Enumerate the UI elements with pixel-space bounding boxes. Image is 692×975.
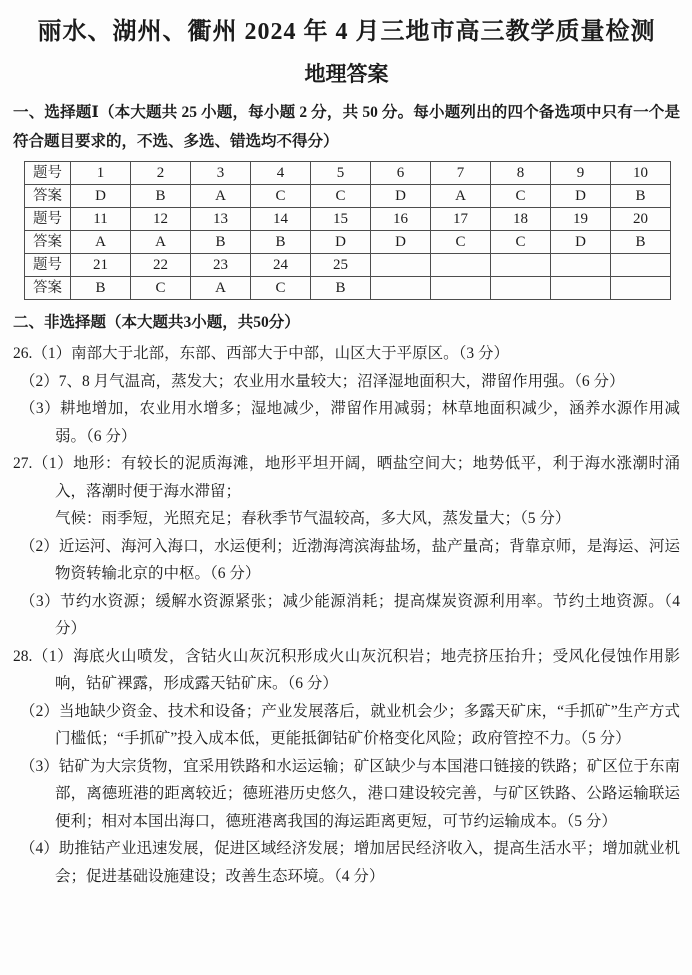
question-number-cell — [491, 254, 551, 277]
question-number-cell: 20 — [611, 208, 671, 231]
answer-letter-cell: C — [251, 185, 311, 208]
answer-q26-part2: （2）7、8 月气温高，蒸发大；农业用水量较大；沼泽湿地面积大，滞留作用强。（6 分） — [20, 372, 625, 390]
section1-heading: 一、选择题Ⅰ（本大题共 25 小题，每小题 2 分，共 50 分。每小题列出的四个备选项中只有一个是符合题目要求的，不选、多选、错选均不得分） — [13, 104, 680, 150]
question-number-cell — [611, 254, 671, 277]
question-number-cell: 3 — [191, 162, 251, 185]
question-number-cell: 16 — [371, 208, 431, 231]
answer-q27-part1: 27.（1）地形：有较长的泥质海滩，地形平坦开阔，晒盐空间大；地势低平，利于海水涨潮时涌入，落潮时便于海水滞留； — [13, 455, 680, 500]
answer-table — [24, 161, 671, 300]
row-header-cell: 答案 — [25, 231, 71, 254]
answer-letter-cell: B — [311, 277, 371, 300]
answer-letter-cell: B — [131, 185, 191, 208]
answer-letter-cell: D — [71, 185, 131, 208]
question-number-cell: 24 — [251, 254, 311, 277]
answers-section — [13, 340, 680, 890]
answer-q28-part2: （2）当地缺少资金、技术和设备；产业发展落后，就业机会少；多露天矿床，“手抓矿”生产方式门槛低；“手抓矿”投入成本低，更能抵御钴矿价格变化风险；政府管控不力。（5 分） — [20, 702, 680, 747]
answer-letter-cell: A — [131, 231, 191, 254]
answer-letter-cell: C — [491, 231, 551, 254]
answer-letter-cell: D — [551, 185, 611, 208]
page-title: 丽水、湖州、衢州 2024 年 4 月三地市高三教学质量检测 — [37, 19, 656, 45]
question-number-cell: 17 — [431, 208, 491, 231]
answer-letter-cell: A — [431, 185, 491, 208]
answer-q27-part2: （2）近运河、海河入海口，水运便利；近渤海湾滨海盐场，盐产量高；背靠京师，是海运、河运物资转输北京的中枢。（6 分） — [20, 537, 680, 582]
answer-q26-part1: 26.（1）南部大于北部，东部、西部大于中部，山区大于平原区。（3 分） — [13, 345, 510, 362]
answer-letter-cell: C — [431, 231, 491, 254]
row-header-cell: 答案 — [25, 185, 71, 208]
page-subtitle: 地理答案 — [304, 62, 389, 86]
answer-q26-part3: （3）耕地增加，农业用水增多；湿地减少，滞留作用减弱；林草地面积减少，涵养水源作用减弱。（6 分） — [20, 400, 680, 445]
question-number-cell: 4 — [251, 162, 311, 185]
question-number-cell: 1 — [71, 162, 131, 185]
answer-letter-cell: A — [71, 231, 131, 254]
answer-table-row — [25, 254, 671, 277]
answer-letter-cell: D — [311, 231, 371, 254]
answer-letter-cell — [611, 277, 671, 300]
question-number-cell: 13 — [191, 208, 251, 231]
answer-letter-cell: B — [191, 231, 251, 254]
question-number-cell: 10 — [611, 162, 671, 185]
question-number-cell: 19 — [551, 208, 611, 231]
answer-table-row — [25, 231, 671, 254]
question-number-cell: 15 — [311, 208, 371, 231]
answer-letter-cell — [371, 277, 431, 300]
question-number-cell: 2 — [131, 162, 191, 185]
question-number-cell: 9 — [551, 162, 611, 185]
answer-table-row — [25, 162, 671, 185]
answer-letter-cell: C — [131, 277, 191, 300]
answer-letter-cell: D — [371, 185, 431, 208]
answer-letter-cell: B — [611, 185, 671, 208]
answer-letter-cell: A — [191, 185, 251, 208]
question-number-cell: 5 — [311, 162, 371, 185]
answer-letter-cell: C — [251, 277, 311, 300]
answer-q27-part3: （3）节约水资源；缓解水资源紧张；减少能源消耗；提高煤炭资源利用率。节约土地资源。（4 分） — [20, 592, 680, 637]
answer-letter-cell — [551, 277, 611, 300]
question-number-cell: 12 — [131, 208, 191, 231]
question-number-cell: 8 — [491, 162, 551, 185]
answer-letter-cell: B — [611, 231, 671, 254]
question-number-cell: 25 — [311, 254, 371, 277]
question-number-cell: 21 — [71, 254, 131, 277]
row-header-cell: 答案 — [25, 277, 71, 300]
answer-letter-cell: A — [191, 277, 251, 300]
answer-q28-part1: 28.（1）海底火山喷发，含钴火山灰沉积形成火山灰沉积岩；地壳挤压抬升；受风化侵蚀作用影响，钴矿裸露，形成露天钴矿床。（6 分） — [13, 647, 680, 692]
answer-letter-cell: C — [311, 185, 371, 208]
answer-letter-cell: D — [551, 231, 611, 254]
question-number-cell: 14 — [251, 208, 311, 231]
answer-table-row — [25, 277, 671, 300]
row-header-cell: 题号 — [25, 162, 71, 185]
answer-q27-part1-cont: 气候：雨季短，光照充足；春秋季节气温较高，多大风，蒸发量大；（5 分） — [55, 510, 571, 527]
answer-letter-cell: B — [71, 277, 131, 300]
answer-letter-cell — [431, 277, 491, 300]
question-number-cell: 11 — [71, 208, 131, 231]
question-number-cell: 23 — [191, 254, 251, 277]
question-number-cell: 7 — [431, 162, 491, 185]
question-number-cell: 6 — [371, 162, 431, 185]
answer-table-row — [25, 185, 671, 208]
row-header-cell: 题号 — [25, 254, 71, 277]
answer-letter-cell: C — [491, 185, 551, 208]
answer-q28-part4: （4）助推钴产业迅速发展，促进区域经济发展；增加居民经济收入，提高生活水平；增加就业机会；促进基础设施建设；改善生态环境。（4 分） — [20, 840, 680, 885]
answer-q28-part3: （3）钴矿为大宗货物，宜采用铁路和水运运输；矿区缺少与本国港口链接的铁路；矿区位于东南部，离德班港的距离较近；德班港历史悠久，港口建设较完善，与矿区铁路、公路运输联运便利；相对本国出海口，德班港离我国的海运距离更短，可节约运输成本。（5 分） — [20, 757, 680, 830]
row-header-cell: 题号 — [25, 208, 71, 231]
question-number-cell: 18 — [491, 208, 551, 231]
answer-letter-cell — [491, 277, 551, 300]
answer-letter-cell: B — [251, 231, 311, 254]
answer-table-row — [25, 208, 671, 231]
answer-letter-cell: D — [371, 231, 431, 254]
question-number-cell: 22 — [131, 254, 191, 277]
question-number-cell — [431, 254, 491, 277]
section2-heading: 二、非选择题（本大题共3小题，共50分） — [13, 314, 300, 331]
question-number-cell — [551, 254, 611, 277]
question-number-cell — [371, 254, 431, 277]
